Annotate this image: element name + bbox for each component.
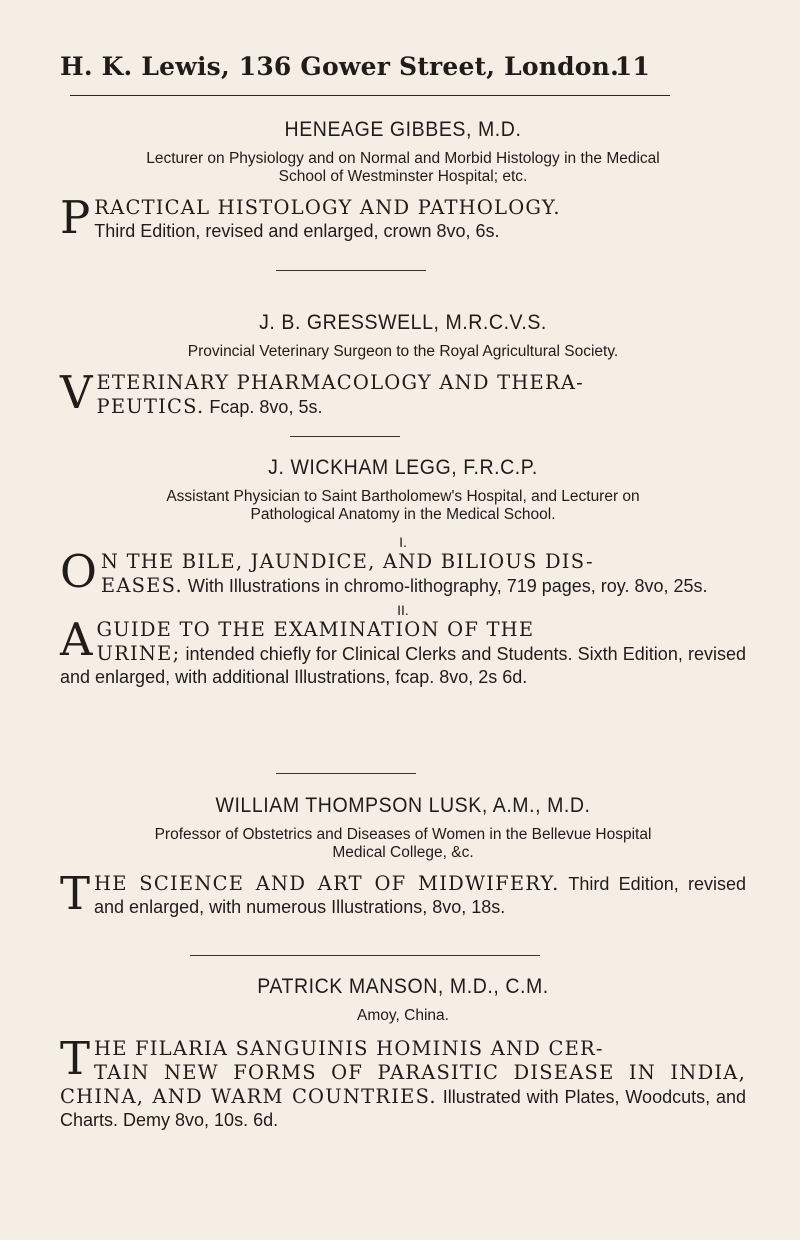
drop-cap: P <box>60 191 91 244</box>
book-entry <box>60 366 746 419</box>
author-name: J. B. GRESSWELL, M.R.C.V.S. <box>259 311 547 334</box>
entry-gibbes <box>60 118 746 243</box>
entry-gresswell <box>60 311 746 419</box>
drop-cap: A <box>60 613 93 666</box>
author-name: WILLIAM THOMPSON LUSK, A.M., M.D. <box>215 794 591 817</box>
drop-cap: O <box>60 545 97 598</box>
part-numeral: II. <box>397 602 409 618</box>
author-affiliation <box>60 1007 746 1025</box>
entry-lusk <box>60 794 746 919</box>
book-title-cont: EASES. <box>100 574 183 597</box>
book-title: HE SCIENCE AND ART OF MIDWIFERY. <box>94 872 560 895</box>
affiliation-line: Provincial Veterinary Surgeon to the Royal Agricultural Society. <box>187 343 619 360</box>
affiliation-line: Medical College, &c. <box>332 844 474 861</box>
book-entry <box>60 613 746 689</box>
entry-legg <box>60 456 746 689</box>
author-name: PATRICK MANSON, M.D., C.M. <box>257 975 549 998</box>
running-title: H. K. Lewis, 136 Gower Street, London. <box>60 52 619 81</box>
affiliation-line: Assistant Physician to Saint Bartholomew's Hospital, and Lecturer on <box>166 488 640 505</box>
drop-cap: V <box>60 366 93 419</box>
page-body <box>60 0 746 1240</box>
book-title: N THE BILE, JAUNDICE, AND BILIOUS DIS- <box>100 550 594 573</box>
affiliation-line: Professor of Obstetrics and Diseases of Women in the Bellevue Hospital <box>154 826 652 843</box>
book-details: Third Edition, revised and enlarged, with numerous Illustrations, 8vo, 18s. <box>94 874 746 917</box>
book-title: RACTICAL HISTOLOGY AND PATHOLOGY. <box>94 196 561 219</box>
book-title-cont: TAIN NEW FORMS OF PARASITIC DISEASE IN INDIA, CHINA, AND WARM COUNTRIES. <box>60 1061 746 1108</box>
divider <box>276 773 416 774</box>
book-entry <box>60 191 746 244</box>
author-affiliation <box>60 488 746 524</box>
divider <box>290 436 400 437</box>
book-entry <box>60 1032 746 1132</box>
author-name: J. WICKHAM LEGG, F.R.C.P. <box>268 456 538 479</box>
affiliation-line: Lecturer on Physiology and on Normal and Morbid Histology in the Medical <box>146 150 660 167</box>
affiliation-line: Pathological Anatomy in the Medical School. <box>250 506 556 523</box>
book-title: HE FILARIA SANGUINIS HOMINIS AND CER- <box>94 1037 604 1060</box>
book-title-cont: PEUTICS. <box>96 395 205 418</box>
book-details: Third Edition, revised and enlarged, crown 8vo, 6s. <box>94 221 500 241</box>
book-title: GUIDE TO THE EXAMINATION OF THE <box>96 618 535 641</box>
book-details: intended chiefly for Clinical Clerks and Students. Sixth Edition, revised and enlarged, with additional Illustrations, fcap. 8vo, 2s 6d. <box>60 644 746 687</box>
author-affiliation <box>60 150 746 186</box>
book-entry <box>60 545 746 598</box>
author-affiliation <box>60 343 746 361</box>
book-details: With Illustrations in chromo-lithography, 719 pages, roy. 8vo, 25s. <box>187 576 708 596</box>
book-details: Illustrated with Plates, Woodcuts, and Charts. Demy 8vo, 10s. 6d. <box>60 1087 746 1130</box>
part-numeral: I. <box>399 534 407 550</box>
divider <box>276 270 426 271</box>
divider <box>190 955 540 956</box>
book-entry <box>60 867 746 920</box>
drop-cap: T <box>60 867 91 920</box>
affiliation-line: School of Westminster Hospital; etc. <box>278 168 528 185</box>
author-affiliation <box>60 826 746 862</box>
book-details: Fcap. 8vo, 5s. <box>209 397 323 417</box>
drop-cap: T <box>60 1032 91 1085</box>
book-title: ETERINARY PHARMACOLOGY AND THERA- <box>96 371 584 394</box>
author-name: HENEAGE GIBBES, M.D. <box>284 118 522 141</box>
page-number: 11 <box>614 52 650 81</box>
entry-manson <box>60 975 746 1132</box>
affiliation-line: Amoy, China. <box>357 1007 449 1024</box>
book-title-cont: URINE; <box>96 642 181 665</box>
